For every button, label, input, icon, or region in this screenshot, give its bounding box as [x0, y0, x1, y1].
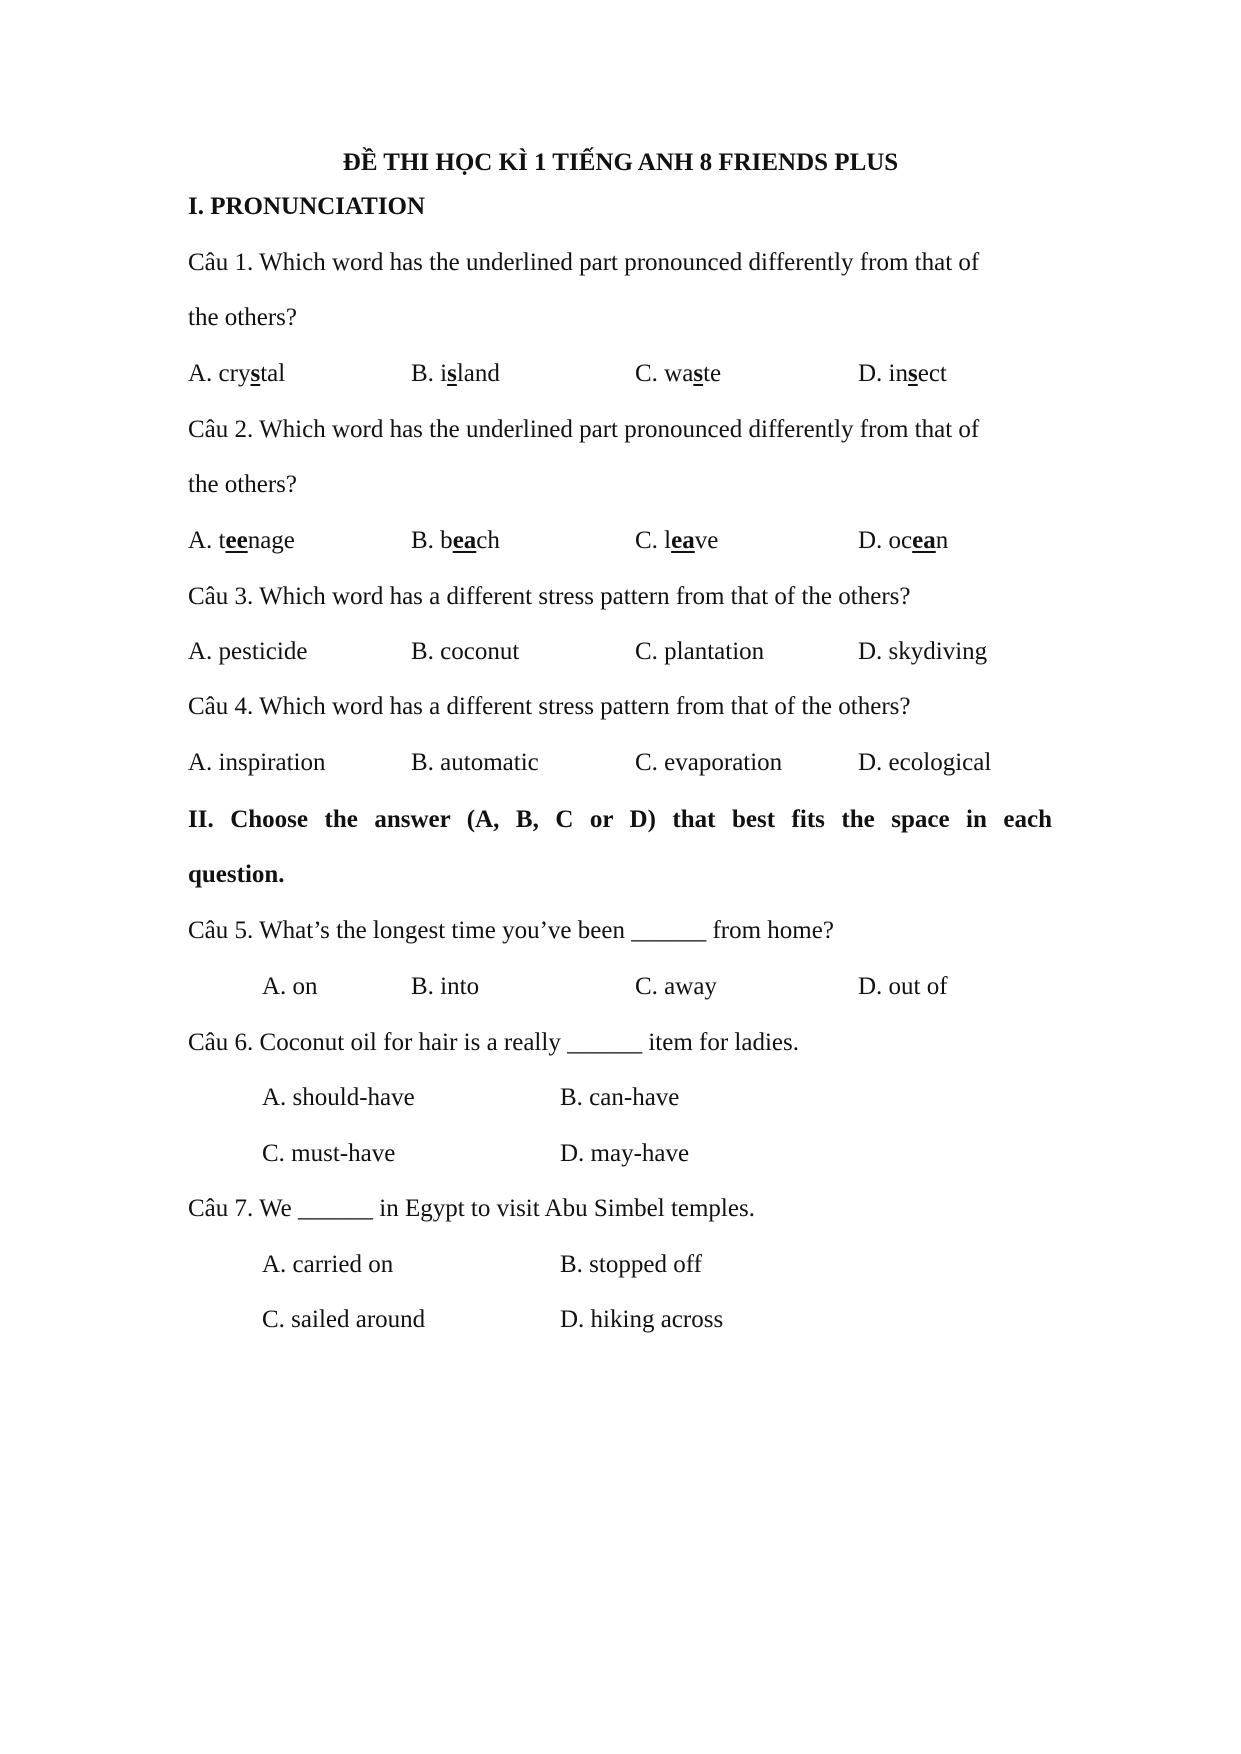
question-6-option-c: C. must-have: [262, 1140, 396, 1167]
question-7-option-a: A. carried on: [262, 1251, 394, 1278]
question-4-option-a: A. inspiration: [188, 749, 326, 776]
question-6-stem: Câu 6. Coconut oil for hair is a really ______ item for ladies.: [188, 1029, 799, 1056]
question-5-option-a: A. on: [262, 973, 318, 1000]
question-3-option-b: B. coconut: [411, 638, 520, 665]
question-1-option-a: A. crystal: [188, 360, 286, 387]
question-1-stem-line2: the others?: [188, 304, 297, 331]
question-2-stem-line2: the others?: [188, 471, 297, 498]
question-3-option-d: D. skydiving: [858, 638, 988, 665]
question-3-option-a: A. pesticide: [188, 638, 308, 665]
question-1-option-c: C. waste: [635, 360, 722, 387]
question-5-option-d: D. out of: [858, 973, 948, 1000]
question-2-option-d: D. ocean: [858, 527, 949, 554]
question-3-option-c: C. plantation: [635, 638, 765, 665]
question-1-option-d: D. insect: [858, 360, 947, 387]
question-7-option-d: D. hiking across: [560, 1306, 724, 1333]
question-5-option-c: C. away: [635, 973, 717, 1000]
question-7-option-c: C. sailed around: [262, 1306, 426, 1333]
question-7-stem: Câu 7. We ______ in Egypt to visit Abu Simbel temples.: [188, 1195, 755, 1222]
question-2-option-b: B. beach: [411, 527, 500, 554]
question-1-option-b: B. island: [411, 360, 500, 387]
question-1-stem-line1: Câu 1. Which word has the underlined part pronounced differently from that of: [188, 249, 980, 276]
question-4-option-d: D. ecological: [858, 749, 992, 776]
question-4-stem: Câu 4. Which word has a different stress pattern from that of the others?: [188, 693, 911, 720]
section-pronunciation-heading: I. PRONUNCIATION: [188, 193, 426, 220]
question-2-option-a: A. teenage: [188, 527, 295, 554]
question-6-option-d: D. may-have: [560, 1140, 690, 1167]
page-title: ĐỀ THI HỌC KÌ 1 TIẾNG ANH 8 FRIENDS PLUS: [342, 149, 899, 176]
question-6-option-a: A. should-have: [262, 1084, 415, 1111]
question-7-option-b: B. stopped off: [560, 1251, 702, 1278]
question-4-option-b: B. automatic: [411, 749, 539, 776]
question-4-option-c: C. evaporation: [635, 749, 783, 776]
question-5-option-b: B. into: [411, 973, 480, 1000]
section-choose-heading-line2: question.: [188, 861, 285, 888]
question-2-option-c: C. leave: [635, 527, 719, 554]
question-5-stem: Câu 5. What’s the longest time you’ve been ______ from home?: [188, 917, 834, 944]
question-6-option-b: B. can-have: [560, 1084, 680, 1111]
question-2-stem-line1: Câu 2. Which word has the underlined part pronounced differently from that of: [188, 416, 980, 443]
question-3-stem: Câu 3. Which word has a different stress pattern from that of the others?: [188, 583, 911, 610]
section-choose-heading-line1: II. Choose the answer (A, B, C or D) that best fits the space in each: [188, 806, 1052, 833]
